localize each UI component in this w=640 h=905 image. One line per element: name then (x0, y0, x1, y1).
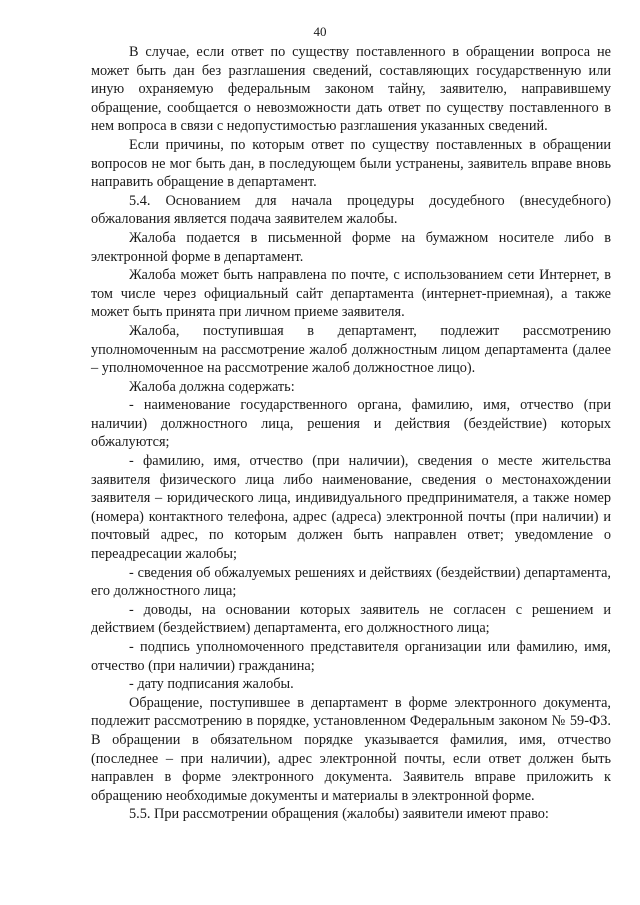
paragraph-complaint-contents: Жалоба должна содержать: (129, 378, 295, 395)
document-body (91, 43, 611, 824)
list-item-authority-name: - наименование государственного органа, фамилию, имя, отчество (при наличии) должностного лица, решения и действия (бездействие) которых обжалуются; (91, 397, 611, 451)
paragraph-electronic-appeal: Обращение, поступившее в департамент в форме электронного документа, подлежит рассмотрению в порядке, установленном Федеральным законом № 59-ФЗ. В обращении в обязательном порядке указывается фамилия, имя, отчество (последнее – при наличии), адрес электронной почты, если ответ должен быть направлен в форме электронного документа. Заявитель вправе приложить к обращению необходимые документы и материалы в электронной форме. (91, 694, 611, 804)
paragraph-complaint-form: Жалоба подается в письменной форме на бумажном носителе либо в электронной форме в департамент. (91, 229, 611, 265)
paragraph-5-5: 5.5. При рассмотрении обращения (жалобы) заявители имеют право: (129, 806, 549, 823)
list-item-signature: - подпись уполномоченного представителя организации или фамилию, имя, отчество (при наличии) гражданина; (91, 639, 611, 674)
list-item-applicant-details: - фамилию, имя, отчество (при наличии), сведения о месте жительства заявителя физического лица либо наименование, сведения о местонахождении заявителя – юридического лица, индивидуального предпринимателя, а также номер (номера) контактного телефона, адрес (адреса) электронной почты (при наличии) и почтовый адрес, по которым должен быть направлен ответ; уведомление о переадресации жалобы; (91, 453, 611, 563)
paragraph-complaint-channels: Жалоба может быть направлена по почте, с использованием сети Интернет, в том числе через официальный сайт департамента (интернет-приемная), а также может быть принята при личном приеме заявителя. (91, 267, 611, 321)
list-item-date: - дату подписания жалобы. (129, 676, 294, 693)
paragraph-refusal-secret: В случае, если ответ по существу поставленного в обращении вопроса не может быть дан без разглашения сведений, составляющих государственную или иную охраняемую федеральным законом тайну, заявителю, направившему обращение, сообщается о невозможности дать ответ по существу поставленного в нем вопроса в связи с недопустимостью разглашения указанных сведений. (91, 44, 611, 135)
paragraph-5-4: 5.4. Основанием для начала процедуры досудебного (внесудебного) обжалования является подача заявителем жалобы. (91, 192, 611, 228)
page-number: 40 (313, 24, 327, 39)
list-item-arguments: - доводы, на основании которых заявитель не согласен с решением и действием (бездействием) департамента, его должностного лица; (91, 601, 611, 637)
paragraph-complaint-review: Жалоба, поступившая в департамент, подлежит рассмотрению уполномоченным на рассмотрение жалоб должностным лицом департамента (далее – уполномоченное на рассмотрение жалоб должностное лицо). (91, 322, 611, 377)
paragraph-reasons-eliminated: Если причины, по которым ответ по существу поставленных в обращении вопросов не мог быть дан, в последующем были устранены, заявитель вправе вновь направить обращение в департамент. (91, 136, 611, 191)
list-item-appealed-decisions: - сведения об обжалуемых решениях и действиях (бездействии) департамента, его должностного лица; (91, 564, 611, 600)
